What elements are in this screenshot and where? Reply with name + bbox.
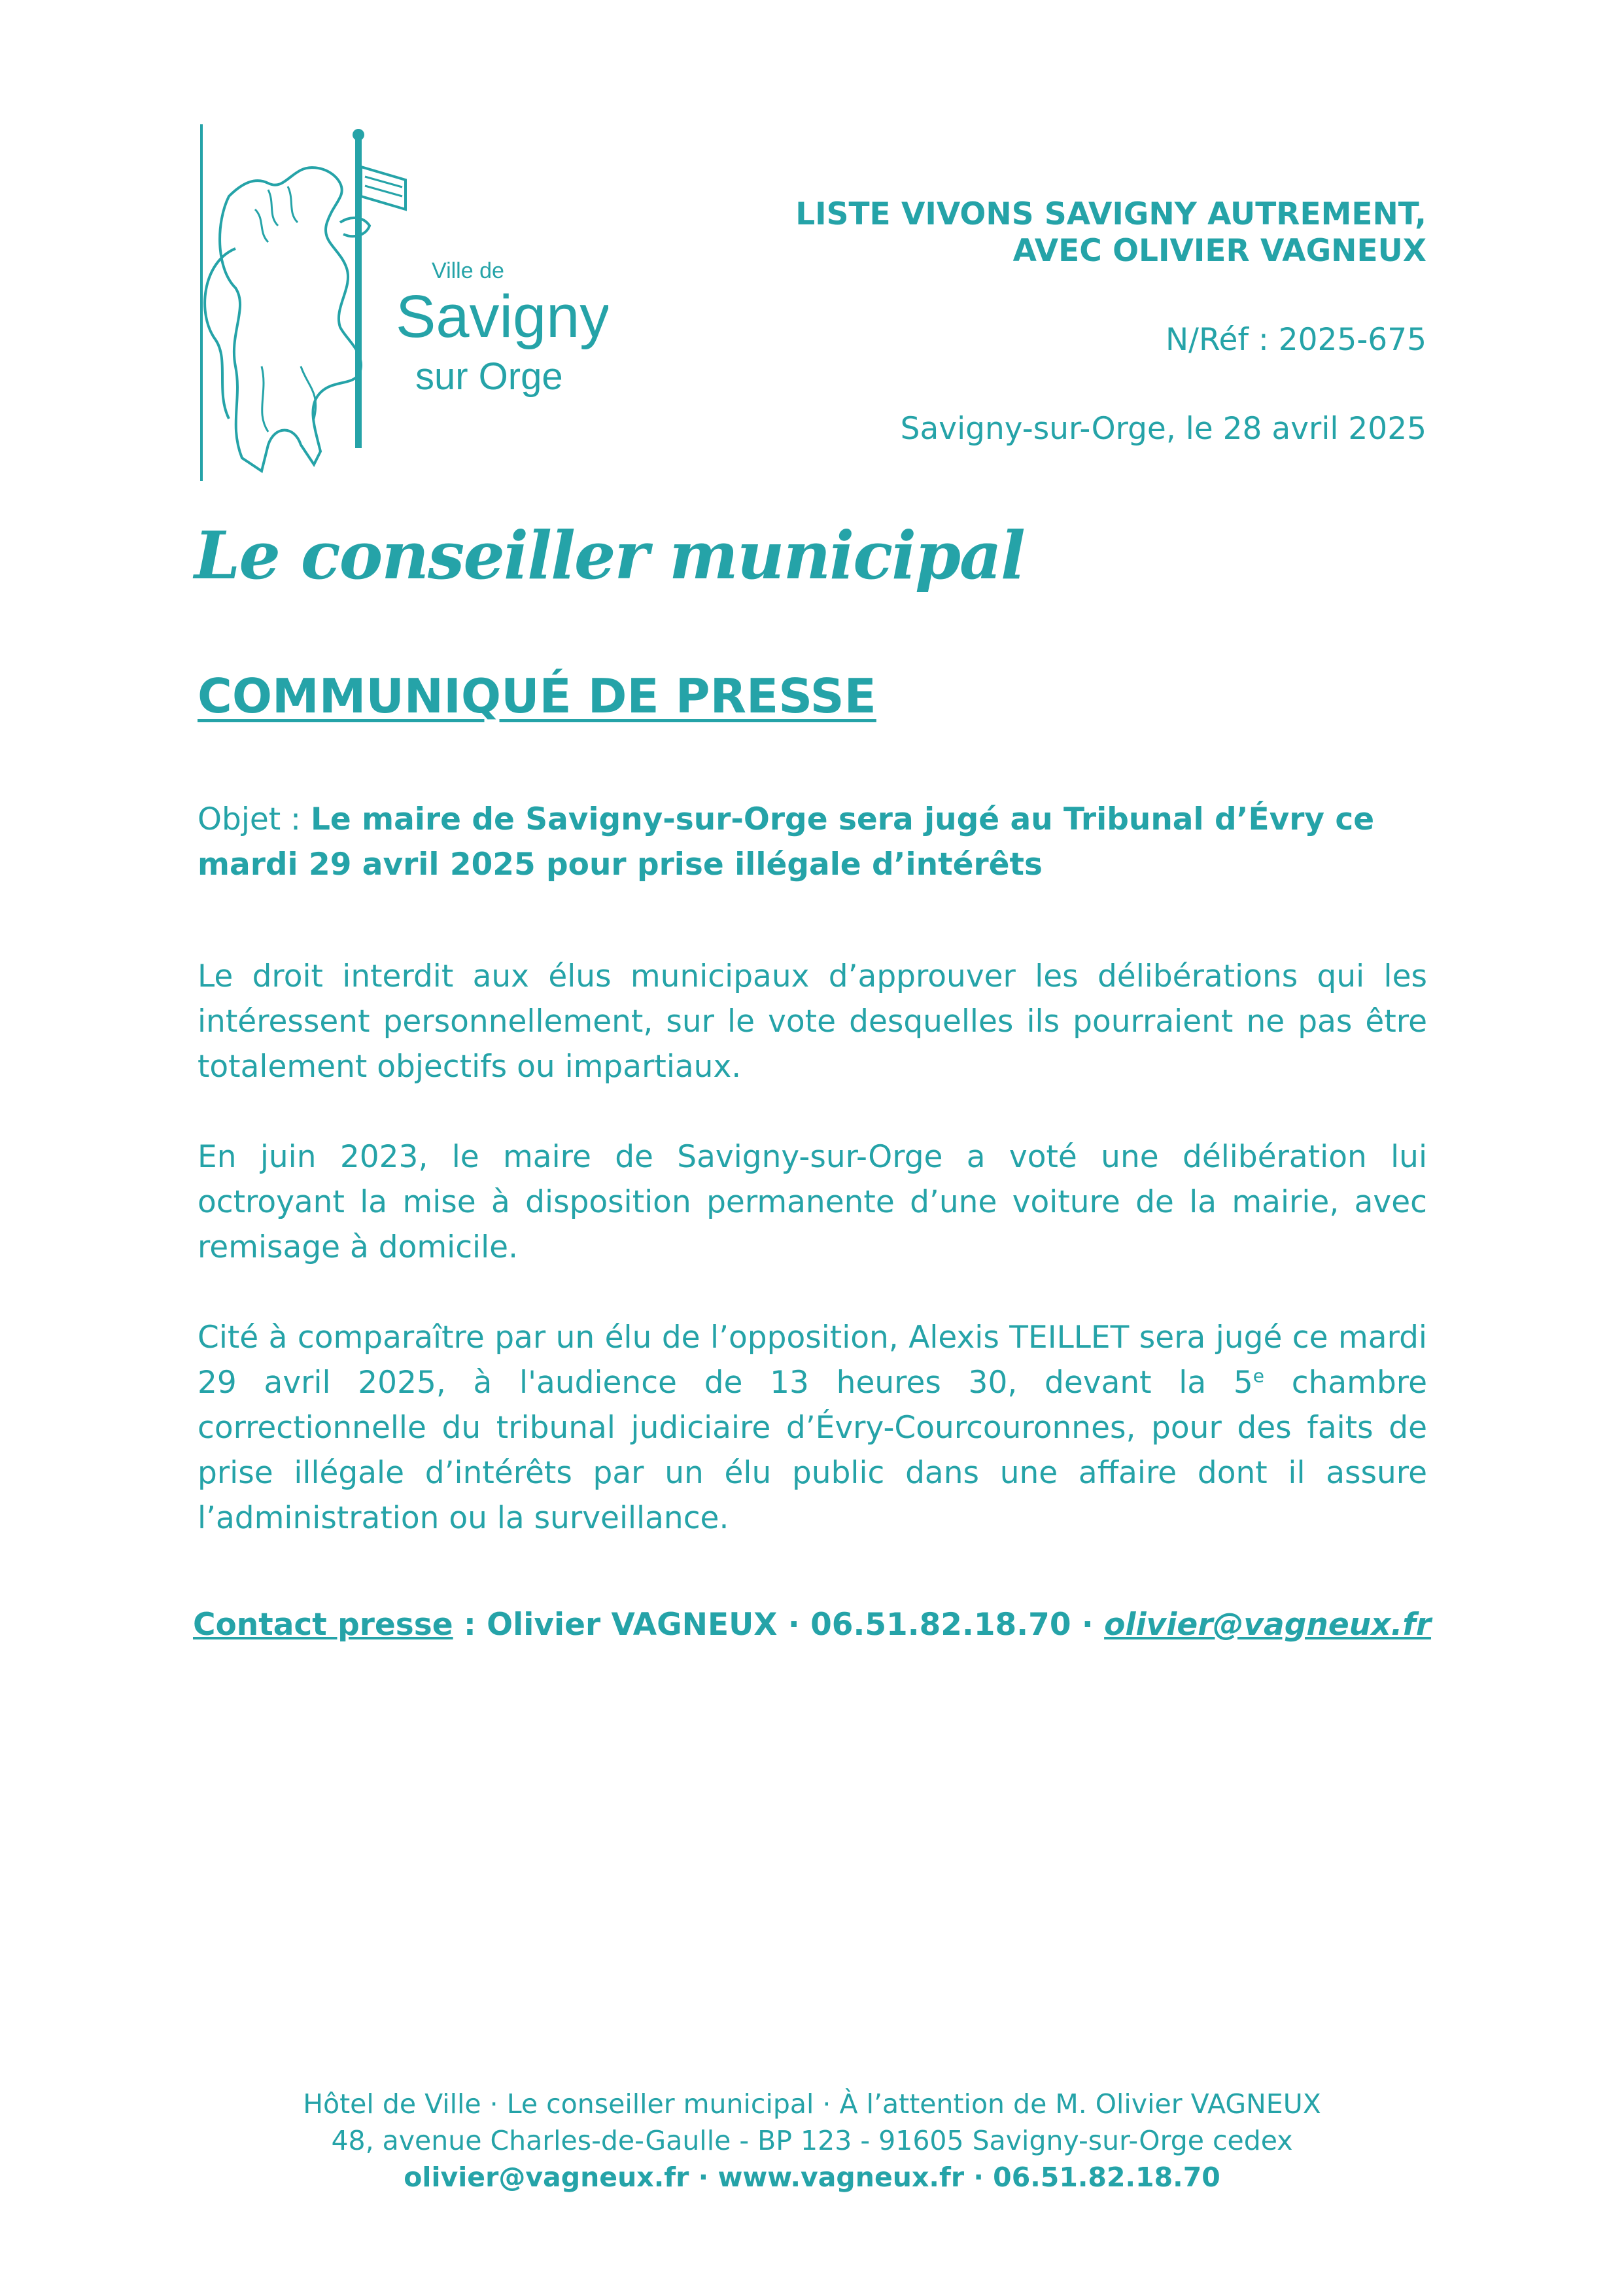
paragraph-3-part2: chambre correctionnelle du tribunal judiciaire d’Évry-Courcouronnes, pour des faits de prise illégale d’intérêts par un élu public dans une affaire dont il assure l’administration ou la surveillance. — [198, 1365, 1427, 1536]
paragraph-3 — [198, 1315, 1427, 1541]
body-text — [198, 954, 1427, 1586]
paragraph-2: En juin 2023, le maire de Savigny-sur-Orge a voté une délibération lui octroyant la mise à disposition permanente d’une voiture de la mairie, avec remisage à domicile. — [198, 1139, 1427, 1265]
city-logo — [190, 118, 608, 491]
contact-details: Olivier VAGNEUX · 06.51.82.18.70 · — [487, 1607, 1105, 1643]
paragraph-1: Le droit interdit aux élus municipaux d’approuver les délibérations qui les intéressent personnellement, sur le vote desquelles ils pourraient ne pas être totalement objectifs ou impartiaux. — [198, 958, 1427, 1085]
press-contact — [0, 1607, 1624, 1643]
list-name-line2: AVEC OLIVIER VAGNEUX — [1012, 233, 1426, 269]
subject-line — [198, 797, 1427, 887]
footer-line2: 48, avenue Charles-de-Gaulle - BP 123 - 91605 Savigny-sur-Orge cedex — [331, 2125, 1293, 2156]
subject-text: Le maire de Savigny-sur-Orge sera jugé au Tribunal d’Évry ce mardi 29 avril 2025 pour prise illégale d’intérêts — [198, 801, 1375, 883]
ordinal-suffix: e — [1253, 1365, 1265, 1387]
letter-header — [795, 196, 1426, 447]
page-footer — [0, 2086, 1624, 2196]
logo-line3: sur Orge — [415, 355, 563, 398]
reference-number: N/Réf : 2025-675 — [1166, 322, 1426, 358]
contact-label: Contact presse — [192, 1607, 453, 1643]
contact-email-link[interactable]: olivier@vagneux.fr — [1104, 1607, 1432, 1643]
footer-line3: olivier@vagneux.fr · www.vagneux.fr · 06.51.82.18.70 — [404, 2162, 1220, 2193]
footer-line1: Hôtel de Ville · Le conseiller municipal · À l’attention de M. Olivier VAGNEUX — [303, 2088, 1321, 2120]
place-date: Savigny-sur-Orge, le 28 avril 2025 — [900, 411, 1426, 447]
list-name-line1: LISTE VIVONS SAVIGNY AUTREMENT, — [795, 196, 1426, 232]
subject-label: Objet : — [198, 801, 311, 837]
logo-line1: Ville de — [432, 258, 504, 283]
logo-line2: Savigny — [396, 283, 608, 350]
paragraph-3-part1: Cité à comparaître par un élu de l’opposition, Alexis TEILLET sera jugé ce mardi 29 avril 2025, à l'audience de 13 heures 30, devant la 5 — [198, 1320, 1427, 1401]
sender-role: Le conseiller municipal — [194, 517, 1024, 594]
document-title: COMMUNIQUÉ DE PRESSE — [198, 669, 876, 724]
contact-separator: : — [453, 1607, 487, 1643]
